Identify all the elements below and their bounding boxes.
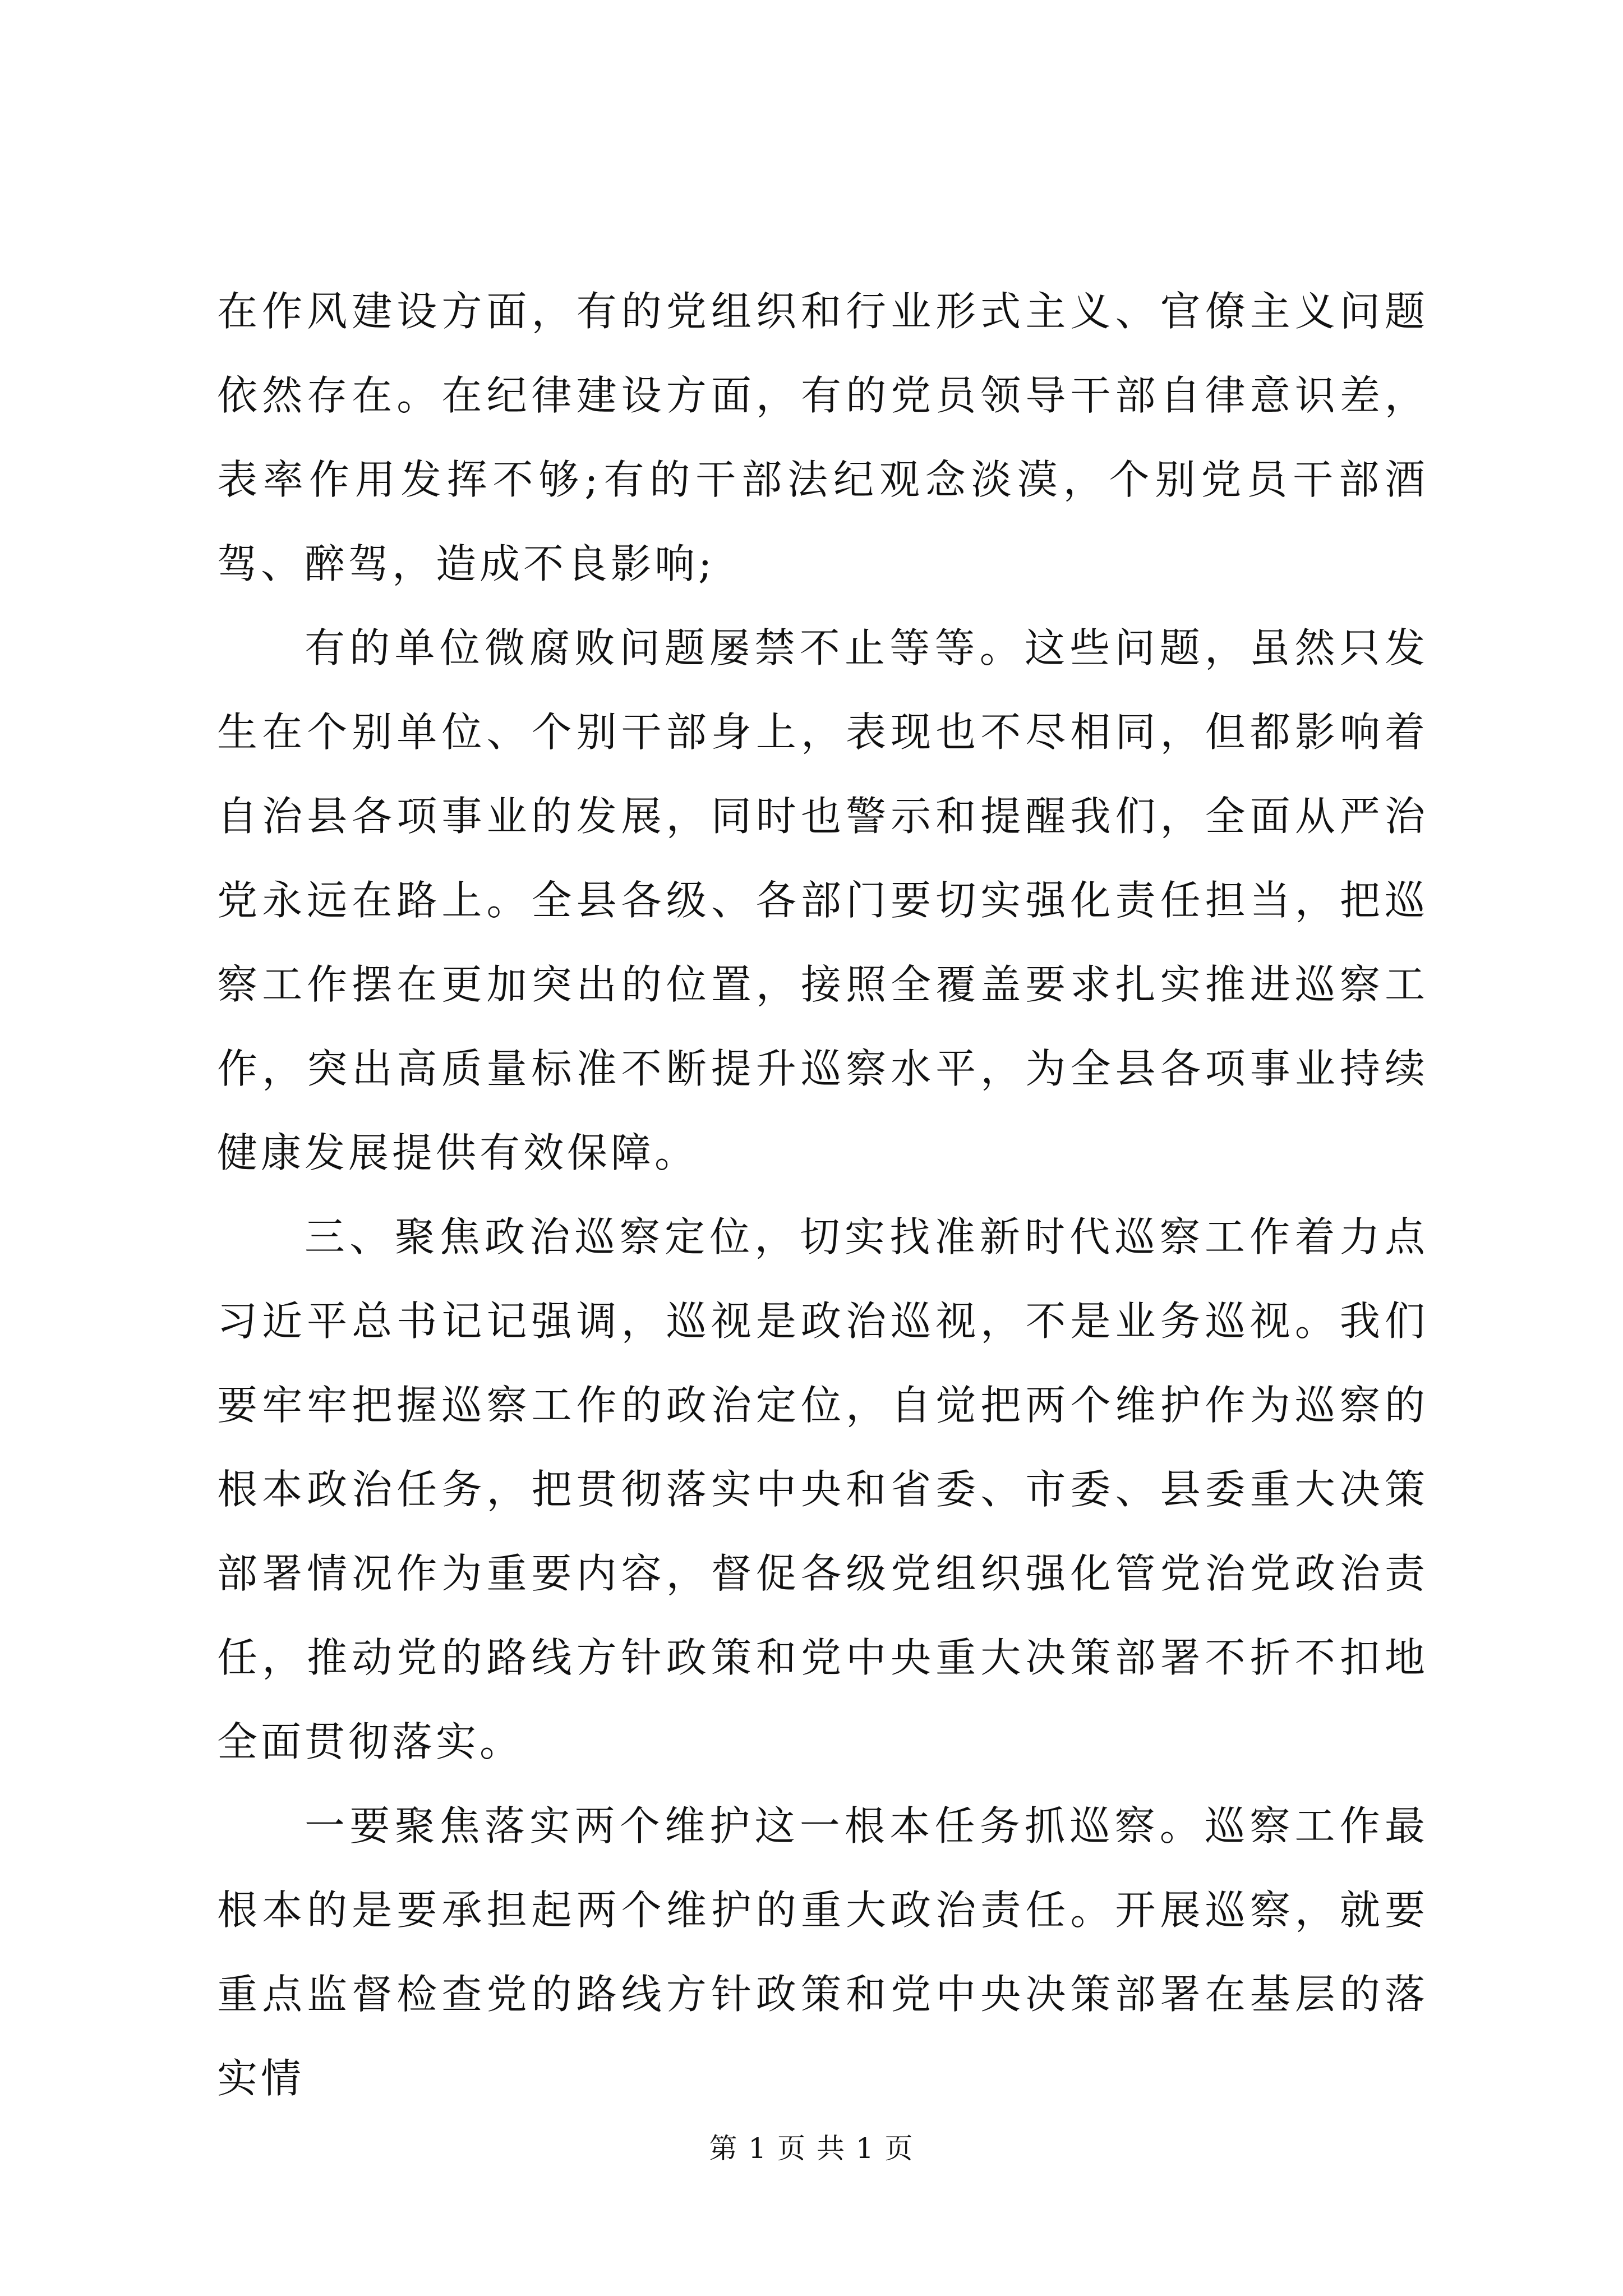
document-body <box>217 269 1428 2120</box>
paragraph-style-building: 在作风建设方面，有的党组织和行业形式主义、官僚主义问题依然存在。在纪律建设方面，有的党员领导干部自律意识差，表率作用发挥不够;有的干部法纪观念淡漠，个别党员干部酒驾、醉驾，造成不良影响; <box>217 288 1428 587</box>
paragraph-two-maintenance: 一要聚焦落实两个维护这一根本任务抓巡察。巡察工作最根本的是要承担起两个维护的重大政治责任。开展巡察，就要重点监督检查党的路线方针政策和党中央决策部署在基层的落实情 <box>217 1802 1428 2102</box>
paragraph-micro-corruption: 有的单位微腐败问题屡禁不止等等。这些问题，虽然只发生在个别单位、个别干部身上，表现也不尽相同，但都影响着自治县各项事业的发展，同时也警示和提醒我们，全面从严治党永远在路上。全县各级、各部门要切实强化责任担当，把巡察工作摆在更加突出的位置，接照全覆盖要求扎实推进巡察工作，突出高质量标准不断提升巡察水平，为全县各项事业持续健康发展提供有效保障。 <box>217 624 1428 1176</box>
paragraph-section-three: 三、聚焦政治巡察定位，切实找准新时代巡察工作着力点习近平总书记记强调，巡视是政治巡视，不是业务巡视。我们要牢牢把握巡察工作的政治定位，自觉把两个维护作为巡察的根本政治任务，把贯彻落实中央和省委、市委、县委重大决策部署情况作为重要内容，督促各级党组织强化管党治党政治责任，推动党的路线方针政策和党中央重大决策部署不折不扣地全面贯彻落实。 <box>217 1213 1428 1765</box>
page-footer: 第 1 页 共 1 页 <box>709 2132 914 2165</box>
